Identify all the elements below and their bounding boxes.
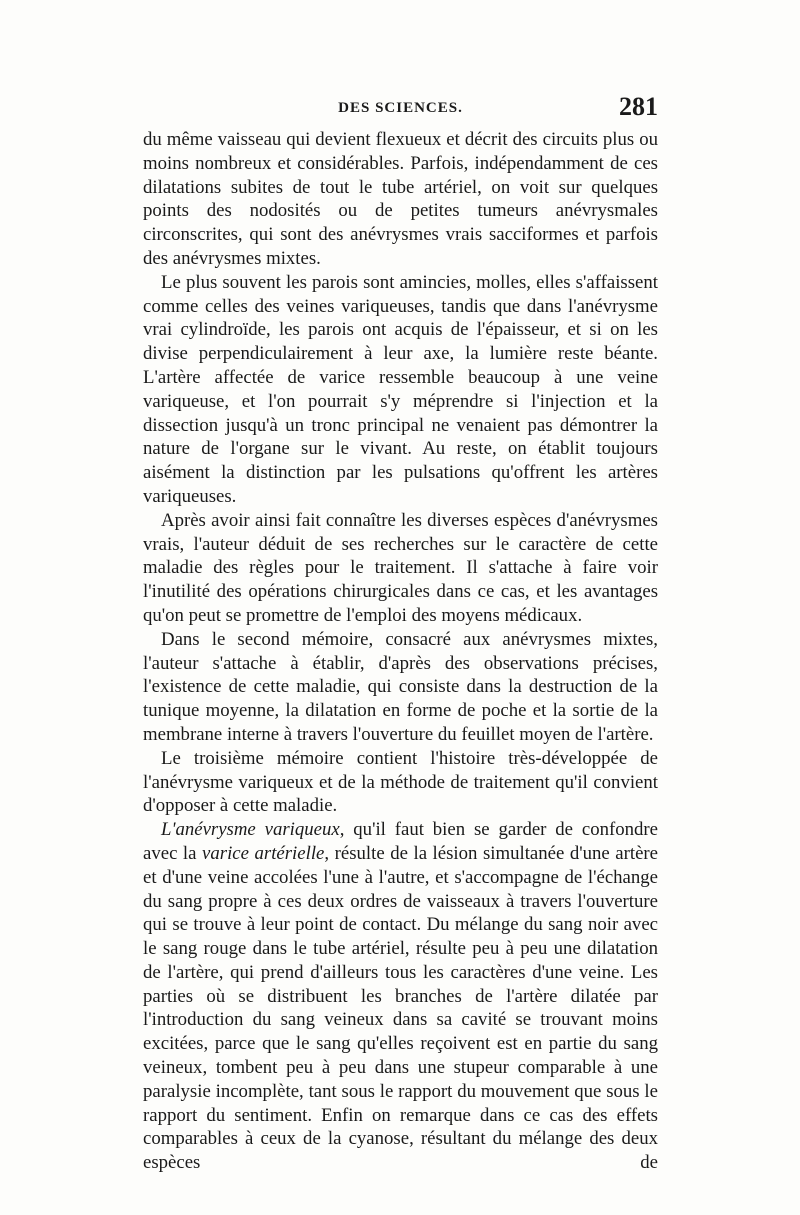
paragraph-3: Après avoir ainsi fait connaître les diverses espèces d'anévrysmes vrais, l'auteur déduit de ses recherches sur le caractère de cette maladie des règles pour le traitement. Il s'attache à faire voir l'inutilité des opérations chirurgicales dans ce cas, et les avantages qu'on peut se promettre de l'emploi des moyens médicaux. <box>143 509 658 626</box>
term-aneurysme-variqueux: L'anévrysme variqueux <box>161 819 340 841</box>
running-head: DES SCIENCES. <box>338 100 463 116</box>
paragraph-6 <box>143 818 658 1175</box>
paragraph-6-text-a: , qu'il faut bien se garder de confondre avec la <box>143 819 659 864</box>
page-number: 281 <box>619 92 658 121</box>
term-varice-arterielle: varice artérielle <box>202 842 325 864</box>
paragraph-1: du même vaisseau qui devient flexueux et décrit des circuits plus ou moins nombreux et considérables. Parfois, indépendamment de ces dilatations subites de tout le tube artériel, on voit sur quelques points des nodosités ou de petites tumeurs anévrysmales circonscrites, qui sont des anévrysmes vrais sacciformes et parfois des anévrysmes mixtes. <box>143 129 658 269</box>
paragraph-4: Dans le second mémoire, consacré aux anévrysmes mixtes, l'auteur s'attache à établir, d'après des observations précises, l'existence de cette maladie, qui consiste dans la destruction de la tunique moyenne, la dilatation en forme de poche et la sortie de la membrane interne à travers l'ouverture du feuillet moyen de l'artère. <box>143 628 658 745</box>
paragraph-6-text-b: , résulte de la lésion simultanée d'une artère et d'une veine accolées l'une à l'autre, et s'accompagne de l'échange du sang propre à ces deux ordres de vaisseaux à travers l'ouverture qui se trouve à leur point de contact. Du mélange du sang noir avec le sang rouge dans le tube artériel, résulte peu à peu une dilatation de l'artère, qui prend d'ailleurs tous les caractères d'une veine. Les parties où se distribuent les branches de l'artère dilatée par l'introduction du sang veineux dans sa cavité se trouvant moins excitées, parce que le sang qu'elles reçoivent est en partie du sang veineux, tombent peu à peu dans une stupeur comparable à une paralysie incomplète, tant sous le rapport du mouvement que sous le rapport du sentiment. Enfin on remarque dans ce cas des effets comparables à ceux de la cyanose, résultant du mélange des deux espèces de <box>143 842 659 1174</box>
paragraph-2: Le plus souvent les parois sont amincies, molles, elles s'affaissent comme celles des veines variqueuses, tandis que dans l'anévrysme vrai cylindroïde, les parois ont acquis de l'épaisseur, et si on les divise perpendiculairement à leur axe, la lumière reste béante. L'artère affectée de varice ressemble beaucoup à une veine variqueuse, et l'on pourrait s'y méprendre si l'injection et la dissection jusqu'à un tronc principal ne venaient pas démontrer la nature de l'organe sur le vivant. Au reste, on établit toujours aisément la distinction par les pulsations qu'offrent les artères variqueuses. <box>143 271 658 507</box>
paragraph-5: Le troisième mémoire contient l'histoire très-développée de l'anévrysme variqueux et de la méthode de traitement qu'il convient d'opposer à cette maladie. <box>143 747 658 817</box>
page-header <box>143 92 658 122</box>
body-text <box>143 128 658 1175</box>
